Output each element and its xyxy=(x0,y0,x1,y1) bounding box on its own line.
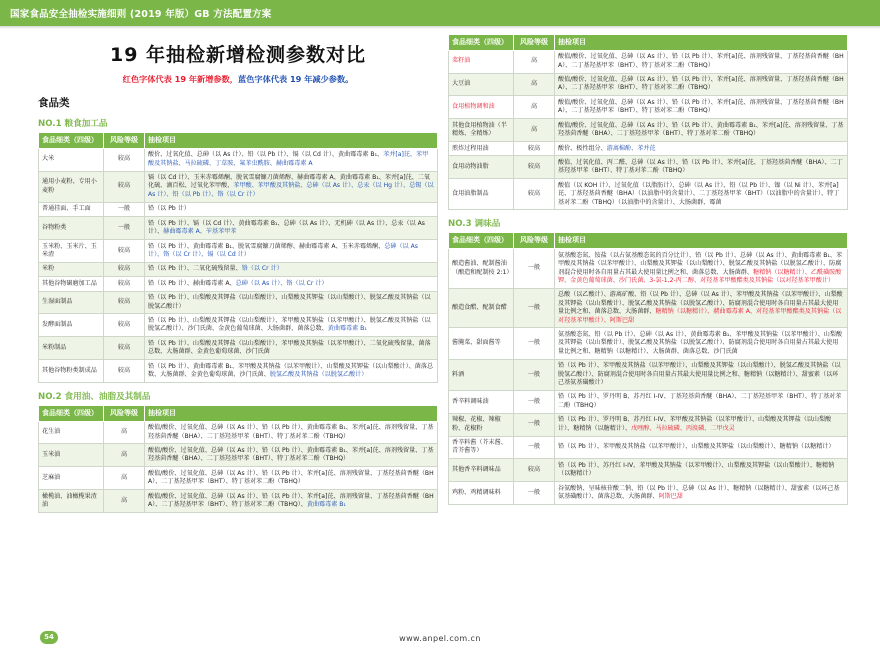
test-item-text: 铅（以 Pb 计）、罗丹明 B、苏丹红 I-IV、丁基羟基茴香醚（BHA）、二丁基羟基甲苯（BHT）、特丁基对苯二酚（TBHQ） xyxy=(558,393,842,409)
cell-risk-level: 高 xyxy=(514,119,555,142)
subsection-heading-1: NO.1 粮食加工品 xyxy=(38,119,108,129)
header-title: 国家食品安全抽检实施细则 (2019 年版）GB 方法配置方案 xyxy=(10,9,272,20)
test-item-text: 糖精钠（以糖精计）、乙酰磺胺酸钾、金黄色葡萄球菌、沙门氏菌、3-氯-1,2-丙二醇、对羟基苯甲酸酯类及其钠盐（以对羟基苯甲酸计） xyxy=(558,268,842,284)
left-column xyxy=(38,34,438,513)
cell-category: 其他食用植物油（半精炼、全精炼） xyxy=(449,119,514,142)
test-item-text: 铅（以 Pb 计） xyxy=(148,205,190,213)
cell-test-items xyxy=(555,156,848,179)
cell-risk-level: 较高 xyxy=(104,277,145,291)
cell-category: 米粉 xyxy=(39,262,104,276)
table-row xyxy=(449,359,848,390)
test-item-text: 酸值/酸价、过氧化值、总砷（以 As 计）、铅（以 Pb 计）、黄曲霉毒素 B₁、苯并[a]芘、溶剂残留量、丁基羟基茴香醚（BHA）、二丁基羟基甲苯（BHT）、特丁基对苯二酚（TBHQ） xyxy=(558,121,844,138)
cell-risk-level: 较高 xyxy=(514,179,555,210)
cell-category: 香辛料酱（芥末酱、青芥酱等） xyxy=(449,436,514,459)
cell-risk-level: 一般 xyxy=(514,390,555,413)
cell-risk-level: 高 xyxy=(104,467,145,490)
col-category: 食品细类（四级） xyxy=(449,233,514,249)
cell-test-items xyxy=(145,202,438,216)
cell-risk-level: 较高 xyxy=(514,459,555,482)
table-row xyxy=(449,119,848,142)
cell-test-items xyxy=(555,142,848,156)
table-row xyxy=(449,50,848,73)
legend-note xyxy=(38,74,438,85)
test-item-text: 酸值/酸价、过氧化值、总砷（以 As 计）、铅（以 Pb 计）、黄曲霉毒素 B₁、苯并[a]芘、溶剂残留量、丁基羟基茴香醚（BHA）、二丁基羟基甲苯（BHT）、特丁基对苯二酚（TBHQ） xyxy=(148,424,434,440)
cell-category: 大米 xyxy=(39,148,104,171)
test-item-text: 铅（以 Pb 计）、镉（以 Cd 计）、黄曲霉毒素 B₁、总砷（以 As 计）、无机砷（以 As 计）、总汞（以 As 计）、 xyxy=(148,219,425,236)
cell-test-items xyxy=(145,262,438,276)
test-item-text: 铅（以 Pb 计）、苯甲酸及其钠盐（以苯甲酸计）、山梨酸及其钾盐（以山梨酸计）、糖精钠（以糖精计） xyxy=(558,443,835,451)
cell-category: 普通挂面、手工面 xyxy=(39,202,104,216)
table-row xyxy=(39,217,438,240)
cell-test-items xyxy=(145,240,438,263)
table-row xyxy=(449,482,848,505)
cell-category: 谷物粉类 xyxy=(39,217,104,240)
cell-test-items xyxy=(555,179,848,210)
table-row xyxy=(39,171,438,202)
cell-risk-level: 一般 xyxy=(514,413,555,436)
test-item-text: 黄曲霉毒素 B₁ xyxy=(327,325,367,333)
cell-risk-level: 较高 xyxy=(104,240,145,263)
table-edible-oils xyxy=(38,405,438,513)
page-number: 54 xyxy=(40,631,58,644)
test-item-text: 铬（以 Cr 计） xyxy=(241,265,283,273)
cell-risk-level: 较高 xyxy=(514,142,555,156)
cell-test-items xyxy=(555,390,848,413)
legend-removed: 蓝色字体代表 19 年减少参数。 xyxy=(238,74,354,84)
table-row xyxy=(449,288,848,328)
cell-test-items xyxy=(555,413,848,436)
table-row xyxy=(449,328,848,359)
cell-test-items xyxy=(555,328,848,359)
table-row xyxy=(449,390,848,413)
cell-test-items xyxy=(145,444,438,467)
table-row xyxy=(39,291,438,314)
cell-risk-level: 高 xyxy=(514,50,555,73)
col-items: 抽检项目 xyxy=(555,35,848,51)
col-category: 食品细类（四级） xyxy=(39,405,104,421)
table-row xyxy=(449,142,848,156)
test-item-text: 赫曲霉毒素 A、苄基苯甲苯 xyxy=(163,228,237,236)
test-item-text: 酸值/酸价、过氧化值、总砷（以 As 计）、铅（以 Pb 计）、苯并[a]芘、溶剂残留量、丁基羟基茴香醚（BHA）、二丁基羟基甲苯（BHT）、特丁基对苯二酚（TBHQ）、 xyxy=(148,492,434,508)
cell-test-items xyxy=(555,119,848,142)
test-item-text: 酸值/酸价、过氧化值、总砷（以 As 计）、铅（以 Pb 计）、苯并[a]芘、溶剂残留量、丁基羟基茴香醚（BHA）、二丁基羟基甲苯（BHT）、特丁基对苯二酚（TBHQ） xyxy=(558,53,844,69)
test-item-text: 氨基酸态氮、铵盐（以占氨基酸态氮的百分比计）、铅（以 Pb 计）、总砷（以 As 计）、黄曲霉毒素 B₁、苯甲酸及其钠盐（以苯甲酸计）、山梨酸及其钾盐（以山梨酸计）、脱氢乙酸及其钠盐（以脱氢乙酸计）、防腐剂混合使用时各自用量占其最大使用量比例之和、菌落总数、大肠菌群、 xyxy=(558,251,843,276)
cell-test-items xyxy=(145,360,438,383)
table-row xyxy=(449,96,848,119)
page-title: 19 年抽检新增检测参数对比 xyxy=(109,44,367,66)
test-item-text: 脱氢乙酸及其钠盐（以脱氢乙酸计） xyxy=(269,370,368,378)
table-row xyxy=(449,459,848,482)
table-row xyxy=(39,421,438,444)
table-header-row xyxy=(39,133,438,149)
cell-test-items xyxy=(145,217,438,240)
cell-test-items xyxy=(145,171,438,202)
col-category: 食品细类（四级） xyxy=(39,133,104,149)
col-risk: 风险等级 xyxy=(514,233,555,249)
cell-risk-level: 高 xyxy=(104,490,145,513)
cell-category: 其他谷物粉类制成品 xyxy=(39,360,104,383)
cell-category: 酿造食醋、配制食醋 xyxy=(449,288,514,328)
test-item-text: 铅（以 Pb 计）、山梨酸及其钾盐（以山梨酸计）、苯甲酸及其钠盐（以苯甲酸计）、二氧化硫残留量、菌落总数、大肠菌群、金黄色葡萄球菌、沙门氏菌 xyxy=(148,339,431,356)
test-item-text: 酸价、过氧化值、总砷（以 As 计）、铅（以 Pb 计）、镉（以 Cd 计）、黄曲霉毒素 B₁、 xyxy=(148,151,384,159)
test-item-text: 铅（以 Pb 计）、黄曲霉毒素 B₁、苯甲酸及其钠盐（以苯甲酸计）、山梨酸及其钾盐（以山梨酸计）、菌落总数、大肠菌群、金黄色葡萄球菌、沙门氏菌、 xyxy=(148,362,434,378)
cell-test-items xyxy=(555,482,848,505)
table-grain-products xyxy=(38,132,438,383)
cell-category: 米粉制品 xyxy=(39,337,104,360)
cell-risk-level: 一般 xyxy=(514,249,555,289)
cell-category: 橄榄油、油橄榄果渣油 xyxy=(39,490,104,513)
test-item-text: 总酸（以乙酸计）、游离矿酸、铅（以 Pb 计）、总砷（以 As 计）、苯甲酸及其钠盐（以苯甲酸计）、山梨酸及其钾盐（以山梨酸计）、脱氢乙酸及其钠盐（以脱氢乙酸计）、防腐剂混合使用时各自用量占其最大使用量比例之和、菌落总数、大肠菌群、 xyxy=(558,291,843,316)
test-item-text: 铅（以 Pb 计）、二氧化硫残留量、 xyxy=(148,265,242,273)
table-row xyxy=(449,249,848,289)
table-header-row xyxy=(449,233,848,249)
table-row xyxy=(39,314,438,337)
cell-category: 花生油 xyxy=(39,421,104,444)
cell-category: 菜籽油 xyxy=(449,50,514,73)
test-item-text: 糖精钠（以糖精计）、赭曲霉毒素 A、对羟基苯甲酸酯类及其钠盐（以对羟基苯甲酸计）、阿斯巴甜 xyxy=(558,308,842,324)
cell-category: 玉米粉、玉米片、玉米渣 xyxy=(39,240,104,263)
cell-test-items xyxy=(145,291,438,314)
cell-risk-level: 高 xyxy=(514,73,555,96)
test-item-text: 铅（以 Pb 计）、苏丹红 I-IV、苯甲酸及其钠盐（以苯甲酸计）、山梨酸及其钾盐（以山梨酸计）、糖精钠（以糖精计） xyxy=(558,461,835,478)
cell-risk-level: 较高 xyxy=(104,171,145,202)
test-item-text: 苯甲酸、苯甲酸及其钠盐、总砷（以 As 计）、总汞（以 Hg 计）、总锡（以 As 计）、铅（以 Pb 计）、铬（以 Cr 计） xyxy=(148,182,434,198)
cell-test-items xyxy=(555,288,848,328)
table-header-row xyxy=(39,405,438,421)
test-item-text: 铅（以 Pb 计）、赫曲霉毒素 A、 xyxy=(148,279,236,287)
cell-category: 辣椒、花椒、辣椒粉、花椒粉 xyxy=(449,413,514,436)
cell-test-items xyxy=(555,50,848,73)
test-item-text: 戊唑醇、马拉硫磷、丙溴磷、二甲戊灵 xyxy=(631,424,735,432)
cell-category: 料酒 xyxy=(449,359,514,390)
test-item-text: 游离棉酚、苯并芘 xyxy=(606,144,656,152)
table-row xyxy=(39,490,438,513)
table-condiments xyxy=(448,232,848,505)
cell-test-items xyxy=(145,337,438,360)
cell-category: 食用动物油脂 xyxy=(449,156,514,179)
test-item-text: 黄曲霉毒素 B₁ xyxy=(306,500,346,508)
cell-category: 大豆油 xyxy=(449,73,514,96)
test-item-text: 镉（以 Cd 计）、玉米赤霉烯酮、脱氧雪腐镰刀菌烯醇、赫曲霉毒素 A、黄曲霉毒素 B₁、苯并[a]芘、二氧化硫、滴百松、过氧化苯甲酸、 xyxy=(148,174,430,190)
table-row xyxy=(449,156,848,179)
cell-category: 发酵面制品 xyxy=(39,314,104,337)
test-item-text: 酸值（以 KOH 计）、过氧化值（以脂肪计）、总砷（以 As 计）、铅（以 Pb 计）、镍（以 Ni 计）、苯并[a]芘、丁基羟基茴香醚（BHA）（以油脂中的含量计）、二丁基羟基甲苯（BHT）（以油脂中的含量计）、特丁基对苯二酚（TBHQ）（以油脂中的含量计）、大肠菌群、霉菌 xyxy=(558,181,840,206)
test-item-text: 酸值/酸价、过氧化值、总砷（以 As 计）、铅（以 Pb 计）、黄曲霉毒素 B₁、苯并[a]芘、溶剂残留量、丁基羟基茴香醚（BHA）、二丁基羟基甲苯（BHT）、特丁基对苯二酚（TBHQ） xyxy=(148,446,434,463)
cell-risk-level: 高 xyxy=(514,96,555,119)
cell-risk-level: 一般 xyxy=(514,482,555,505)
subsection-heading-3: NO.3 调味品 xyxy=(448,219,501,230)
test-item-text: 酸值/酸价、过氧化值、总砷（以 As 计）、铅（以 Pb 计）、苯并[a]芘、溶剂残留量、丁基羟基茴香醚（BHA）、二丁基羟基甲苯（BHT）、特丁基对苯二酚（TBHQ） xyxy=(558,98,844,115)
test-item-text: 铅（以 Pb 计）、山梨酸及其钾盐（以山梨酸计）、山梨酸及其钾盐（以山梨酸计）、脱氢乙酸及其钠盐（以脱氢乙酸计） xyxy=(148,294,431,310)
table-edible-oils-continued xyxy=(448,34,848,210)
cell-category: 芝麻油 xyxy=(39,467,104,490)
cell-category: 煎炸过程用油 xyxy=(449,142,514,156)
cell-category: 酱腌菜、甜面酱等 xyxy=(449,328,514,359)
cell-test-items xyxy=(555,459,848,482)
cell-risk-level: 较高 xyxy=(104,360,145,383)
test-item-text: 酸价、极性组分、 xyxy=(558,144,607,152)
table-row xyxy=(39,240,438,263)
table-row xyxy=(39,277,438,291)
test-item-text: 铅（以 Pb 计）、黄曲霉毒素 B₁、脱氧雪腐镰刀菌烯醇、赫曲霉毒素 A、玉米赤霉烯酮、 xyxy=(148,242,385,250)
cell-risk-level: 较高 xyxy=(104,148,145,171)
cell-risk-level: 较高 xyxy=(104,337,145,360)
cell-category: 食用植物调和油 xyxy=(449,96,514,119)
test-item-text: 总砷（以 As 计）、铬（以 Cr 计） xyxy=(235,279,328,287)
test-item-text: 酸值/酸价、过氧化值、总砷（以 As 计）、铅（以 Pb 计）、苯并[a]芘、溶剂残留量、丁基羟基茴香醚（BHA）、二丁基羟基甲苯（BHT）、特丁基对苯二酚（TBHQ） xyxy=(148,469,434,486)
cell-test-items xyxy=(145,421,438,444)
test-item-text: 铅（以 Pb 计）、苯甲酸及其钠盐（以苯甲酸计）、山梨酸及其钾盐（以山梨酸计）、脱氢乙酸及其钠盐（以脱氢乙酸计）、防腐剂混合使用时各自用量占其最大使用量比例之和、糖精钠（以糖精计）、甜蜜素（以环己基氨基磺酸计） xyxy=(558,362,841,386)
table-row xyxy=(39,360,438,383)
test-item-text: 苯并[a]芘、苯甲酸及其钠盐、马拉硫磷、丁草胺、氟苯虫酰胺、赫曲霉毒素 A xyxy=(148,151,429,167)
table-row xyxy=(39,337,438,360)
cell-test-items xyxy=(555,436,848,459)
col-risk: 风险等级 xyxy=(104,405,145,421)
page-header-bar xyxy=(0,0,880,26)
cell-category: 鸡粉、鸡精调味料 xyxy=(449,482,514,505)
cell-test-items xyxy=(555,96,848,119)
cell-test-items xyxy=(145,490,438,513)
col-risk: 风险等级 xyxy=(104,133,145,149)
legend-added: 红色字体代表 19 年新增参数， xyxy=(122,74,238,84)
test-item-text: 酸值/酸价、过氧化值、总砷（以 As 计）、铅（以 Pb 计）、苯并[a]芘、溶剂残留量、丁基羟基茴香醚（BHA）、二丁基羟基甲苯（BHT）、特丁基对苯二酚（TBHQ） xyxy=(558,76,844,92)
table-row xyxy=(449,413,848,436)
footer-website: www.anpel.com.cn xyxy=(399,634,481,643)
cell-category: 生湿面制品 xyxy=(39,291,104,314)
cell-risk-level: 一般 xyxy=(104,217,145,240)
test-item-text: 谷氨酸钠、呈味核苷酸二钠、铅（以 Pb 计）、总砷（以 As 计）、糖精钠（以糖精计）、甜蜜素（以环己基氨基磺酸计）、菌落总数、大肠菌群、 xyxy=(558,484,840,501)
cell-risk-level: 一般 xyxy=(514,436,555,459)
cell-test-items xyxy=(145,314,438,337)
cell-test-items xyxy=(555,359,848,390)
cell-risk-level: 较高 xyxy=(104,262,145,276)
cell-test-items xyxy=(145,148,438,171)
test-item-text: 铅（以 Pb 计）、山梨酸及其钾盐（以山梨酸计）、苯甲酸及其钠盐（以苯甲酸计）、脱氢乙酸及其钠盐（以脱氢乙酸计）、沙门氏菌、金黄色葡萄球菌、大肠菌群、菌落总数、 xyxy=(148,316,431,333)
test-item-text: 总砷（以 As 计）、铬（以 Cr 计）、镉（以 Cd 计） xyxy=(148,242,418,258)
header-shadow xyxy=(0,26,880,29)
test-item-text: 阿斯巴甜 xyxy=(658,493,683,501)
right-column xyxy=(448,34,848,505)
cell-category: 其他香辛料调味品 xyxy=(449,459,514,482)
cell-category: 其他谷物碾磨加工品 xyxy=(39,277,104,291)
cell-risk-level: 较高 xyxy=(514,156,555,179)
table-row xyxy=(39,202,438,216)
cell-risk-level: 一般 xyxy=(514,359,555,390)
page-footer xyxy=(0,627,880,649)
cell-risk-level: 一般 xyxy=(514,288,555,328)
cell-category: 玉米油 xyxy=(39,444,104,467)
table-header-row xyxy=(449,35,848,51)
cell-category: 食用油脂制品 xyxy=(449,179,514,210)
col-category: 食品细类（四级） xyxy=(449,35,514,51)
cell-risk-level: 较高 xyxy=(104,314,145,337)
col-items: 抽检项目 xyxy=(145,133,438,149)
cell-risk-level: 高 xyxy=(104,421,145,444)
test-item-text: 铅（以 Pb 计）、罗丹明 B、苏丹红 I-IV、苯甲酸及其钠盐（以苯甲酸计）、山梨酸及其钾盐（以山梨酸计）、糖精钠（以糖精计）、 xyxy=(558,416,832,432)
table-row xyxy=(39,148,438,171)
table-row xyxy=(39,467,438,490)
table-row xyxy=(449,436,848,459)
cell-category: 通用小麦粉、专用小麦粉 xyxy=(39,171,104,202)
col-risk: 风险等级 xyxy=(514,35,555,51)
cell-test-items xyxy=(555,73,848,96)
col-items: 抽检项目 xyxy=(555,233,848,249)
cell-risk-level: 高 xyxy=(104,444,145,467)
cell-test-items xyxy=(145,277,438,291)
table-row xyxy=(449,179,848,210)
cell-category: 香辛料调味油 xyxy=(449,390,514,413)
table-row xyxy=(39,444,438,467)
cell-category: 酿造酱油、配制酱油（酿造和配制按 2:1） xyxy=(449,249,514,289)
section-heading-food: 食品类 xyxy=(38,97,70,109)
test-item-text: 酸值、过氧化值、丙二醛、总砷（以 As 计）、铅（以 Pb 计）、苯并[a]芘、丁基羟基茴香醚（BHA）、二丁基羟基甲苯（BHT）、特丁基对苯二酚（TBHQ） xyxy=(558,158,843,175)
col-items: 抽检项目 xyxy=(145,405,438,421)
cell-risk-level: 一般 xyxy=(104,202,145,216)
cell-test-items xyxy=(555,249,848,289)
cell-test-items xyxy=(145,467,438,490)
cell-risk-level: 一般 xyxy=(514,328,555,359)
subsection-heading-2: NO.2 食用油、油脂及其制品 xyxy=(38,391,151,402)
cell-risk-level: 较高 xyxy=(104,291,145,314)
table-row xyxy=(449,73,848,96)
table-row xyxy=(39,262,438,276)
test-item-text: 氨基酸态氮、铅（以 Pb 计）、总砷（以 As 计）、黄曲霉毒素 B₁、苯甲酸及其钠盐（以苯甲酸计）、山梨酸及其钾盐（以山梨酸计）、脱氢乙酸及其钠盐（以脱氢乙酸计）、防腐剂混合使用时各自用量占其最大使用量比例之和、糖精钠（以糖精计）、大肠菌群、菌落总数、沙门氏菌 xyxy=(558,330,843,355)
